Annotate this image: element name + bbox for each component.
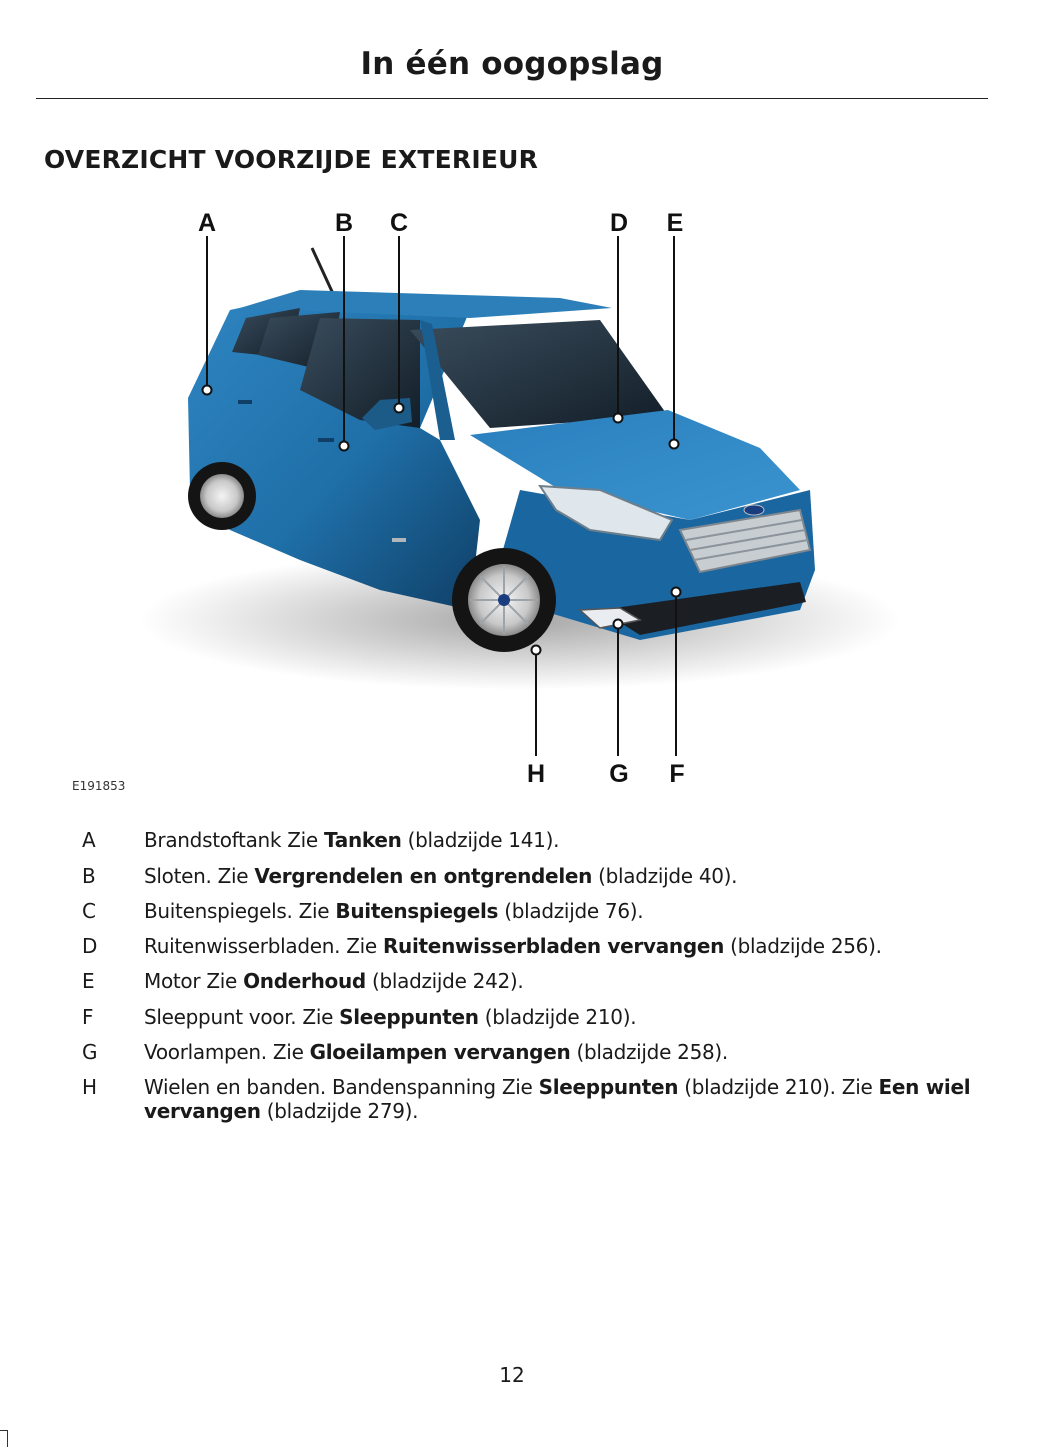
legend-letter: D xyxy=(82,934,98,958)
side-badge xyxy=(392,538,406,542)
reference-link[interactable]: Sleeppunten xyxy=(538,1075,679,1099)
callout-label-c: C xyxy=(389,209,409,237)
legend-letter: A xyxy=(82,828,96,852)
legend-text: Voorlampen. Zie Gloeilampen vervangen (bladzijde 258). xyxy=(144,1040,728,1064)
page-header-title: In één oogopslag xyxy=(360,46,664,82)
car-illustration xyxy=(0,190,1056,810)
legend-letter: F xyxy=(82,1005,94,1029)
callout-label-a: A xyxy=(197,209,217,237)
crop-mark xyxy=(0,1430,8,1447)
reference-link[interactable]: Onderhoud xyxy=(243,969,366,993)
reference-link[interactable]: Tanken xyxy=(324,828,402,852)
legend-letter: H xyxy=(82,1075,98,1099)
callout-label-b: B xyxy=(334,209,354,237)
legend-text: Buitenspiegels. Zie Buitenspiegels (bladzijde 76). xyxy=(144,899,644,923)
reference-link[interactable]: Gloeilampen vervangen xyxy=(309,1040,571,1064)
legend-letter: E xyxy=(82,969,95,993)
wheel-hub-badge xyxy=(498,594,510,606)
legend-letter: B xyxy=(82,864,96,888)
reference-link[interactable]: Een wiel vervangen xyxy=(144,1075,971,1123)
reference-link[interactable]: Buitenspiegels xyxy=(335,899,499,923)
callout-label-g: G xyxy=(609,760,629,788)
rear-rim xyxy=(200,474,244,518)
legend-text: Brandstoftank Zie Tanken (bladzijde 141). xyxy=(144,828,560,852)
section-title: OVERZICHT VOORZIJDE EXTERIEUR xyxy=(44,145,539,174)
rear-door-handle xyxy=(238,400,252,404)
header-divider xyxy=(36,98,988,99)
legend-letter: C xyxy=(82,899,96,923)
legend-text: Motor Zie Onderhoud (bladzijde 242). xyxy=(144,969,524,993)
car-exterior-figure xyxy=(0,190,1056,810)
legend-text: Sleeppunt voor. Zie Sleeppunten (bladzijde 210). xyxy=(144,1005,637,1029)
reference-link[interactable]: Ruitenwisserbladen vervangen xyxy=(382,934,725,958)
front-door-handle xyxy=(318,438,334,442)
page-number: 12 xyxy=(499,1363,525,1387)
callout-label-d: D xyxy=(609,209,629,237)
ford-badge xyxy=(744,505,764,515)
reference-link[interactable]: Sleeppunten xyxy=(339,1005,479,1029)
legend-letter: G xyxy=(82,1040,98,1064)
figure-id: E191853 xyxy=(72,779,126,793)
callout-label-h: H xyxy=(526,760,546,788)
legend-text: Ruitenwisserbladen. Zie Ruitenwisserbladen vervangen (bladzijde 256). xyxy=(144,934,882,958)
callout-label-e: E xyxy=(666,209,684,237)
reference-link[interactable]: Vergrendelen en ontgrendelen xyxy=(254,864,593,888)
callout-label-f: F xyxy=(669,760,685,788)
legend-text: Sloten. Zie Vergrendelen en ontgrendelen (bladzijde 40). xyxy=(144,864,738,888)
legend-text: Wielen en banden. Bandenspanning Zie Sleeppunten (bladzijde 210). Zie Een wiel vervangen (bladzijde 279). xyxy=(144,1075,971,1123)
